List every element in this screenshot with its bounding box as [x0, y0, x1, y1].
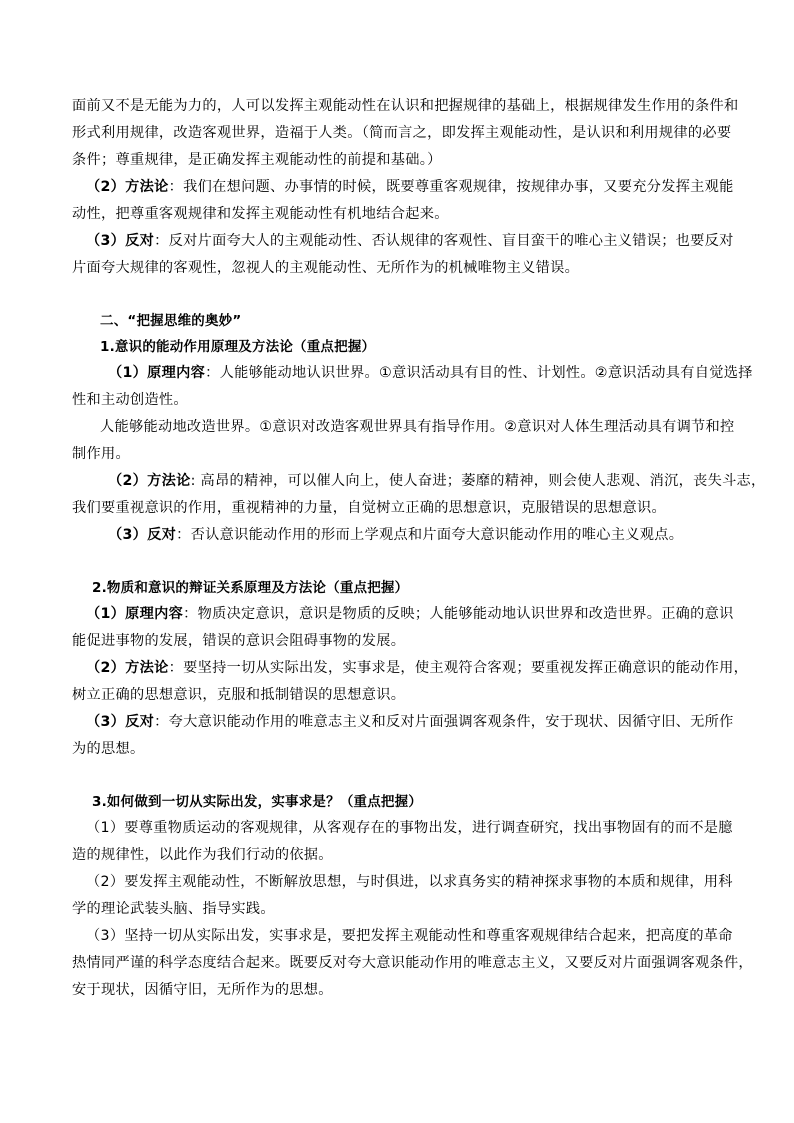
subsection-title: 3.如何做到一切从实际出发，实事求是？（重点把握）	[92, 794, 423, 810]
paragraph-line: （3）坚持一切从实际出发，实事求是，要把发挥主观能动性和尊重客观规律结合起来，把高度的革命	[86, 928, 733, 944]
content-label: （1）原理内容	[86, 606, 184, 622]
method-text: : 高昂的精神，可以催人向上，使人奋进；萎靡的精神，则会使人悲观、消沉，丧失斗志，	[190, 473, 766, 489]
paragraph-line: 安于现状，因循守旧，无所作为的思想。	[72, 982, 333, 998]
paragraph-line: 我们要重视意识的作用，重视精神的力量，自觉树立正确的思想意识，克服错误的思想意识。	[72, 500, 666, 516]
oppose-label: （3）反对	[108, 527, 177, 543]
paragraph-line: 性和主动创造性。	[72, 392, 188, 408]
oppose-line	[108, 526, 683, 544]
oppose-text: ：否认意识能动作用的形而上学观点和片面夸大意识能动作用的唯心主义观点。	[176, 527, 684, 543]
content-text: ：物质决定意识，意识是物质的反映；人能够能动地认识世界和改造世界。正确的意识	[183, 606, 734, 622]
oppose-line	[86, 232, 734, 250]
subsection-title: 2.物质和意识的辩证关系原理及方法论（重点把握）	[92, 580, 409, 596]
section-title: 二、“把握思维的奥妙”	[100, 313, 242, 329]
paragraph-line: 动性，把尊重客观规律和发挥主观能动性有机地结合起来。	[72, 206, 449, 222]
method-label: （2）方法论	[108, 473, 191, 489]
paragraph-line: 为的思想。	[72, 741, 145, 757]
oppose-text: ：反对片面夸大人的主观能动性、否认规律的客观性、盲目蛮干的唯心主义错误；也要反对	[154, 233, 734, 249]
paragraph-line: 造的规律性，以此作为我们行动的依据。	[72, 847, 333, 863]
method-text: ：要坚持一切从实际出发，实事求是，使主观符合客观；要重视发挥正确意识的能动作用，	[168, 660, 749, 676]
method-label: （2）方法论	[86, 179, 169, 195]
paragraph-line: 人能够能动地改造世界。①意识对改造客观世界具有指导作用。②意识对人体生理活动具有调节和控	[100, 419, 735, 435]
paragraph-line: （2）要发挥主观能动性，不断解放思想，与时俱进，以求真务实的精神探求事物的本质和规律，用科	[86, 874, 733, 890]
paragraph-line: 制作用。	[72, 446, 130, 462]
oppose-line	[86, 713, 734, 731]
subsection-title: 1.意识的能动作用原理及方法论（重点把握）	[100, 339, 376, 355]
paragraph-line: （1）要尊重物质运动的客观规律，从客观存在的事物出发，进行调查研究，找出事物固有的而不是臆	[86, 820, 733, 836]
method-label: （2）方法论	[86, 660, 169, 676]
method-text: ：我们在想问题、办事情的时候，既要尊重客观规律，按规律办事，又要充分发挥主观能	[168, 179, 734, 195]
method-line	[86, 659, 748, 677]
method-line	[108, 472, 766, 490]
paragraph-line: 树立正确的思想意识，克服和抵制错误的思想意识。	[72, 687, 406, 703]
paragraph-line: 热情同严谨的科学态度结合起来。既要反对夸大意识能动作用的唯意志主义，又要反对片面强调客观条件，	[72, 955, 753, 971]
paragraph-line: 条件；尊重规律，是正确发挥主观能动性的前提和基础。）	[72, 152, 442, 168]
oppose-label: （3）反对	[86, 233, 155, 249]
paragraph-line: 形式利用规律，改造客观世界，造福于人类。（简而言之，即发挥主观能动性，是认识和利用规律的必要	[72, 125, 732, 141]
content-label: （1）原理内容	[108, 365, 206, 381]
oppose-text: ：夸大意识能动作用的唯意志主义和反对片面强调客观条件，安于现状、因循守旧、无所作	[154, 714, 734, 730]
paragraph-line: 片面夸大规律的客观性，忽视人的主观能动性、无所作为的机械唯物主义错误。	[72, 260, 580, 276]
content-line	[86, 605, 734, 623]
paragraph-line: 学的理论武装头脑、指导实践。	[72, 901, 275, 917]
content-line	[108, 364, 753, 382]
paragraph-line: 面前又不是无能为力的，人可以发挥主观能动性在认识和把握规律的基础上，根据规律发生作用的条件和	[72, 98, 739, 114]
oppose-label: （3）反对	[86, 714, 155, 730]
paragraph-line: 能促进事物的发展，错误的意识会阻碍事物的发展。	[72, 633, 406, 649]
content-text: ：人能够能动地认识世界。①意识活动具有目的性、计划性。②意识活动具有自觉选择	[205, 365, 753, 381]
method-line	[86, 178, 734, 196]
